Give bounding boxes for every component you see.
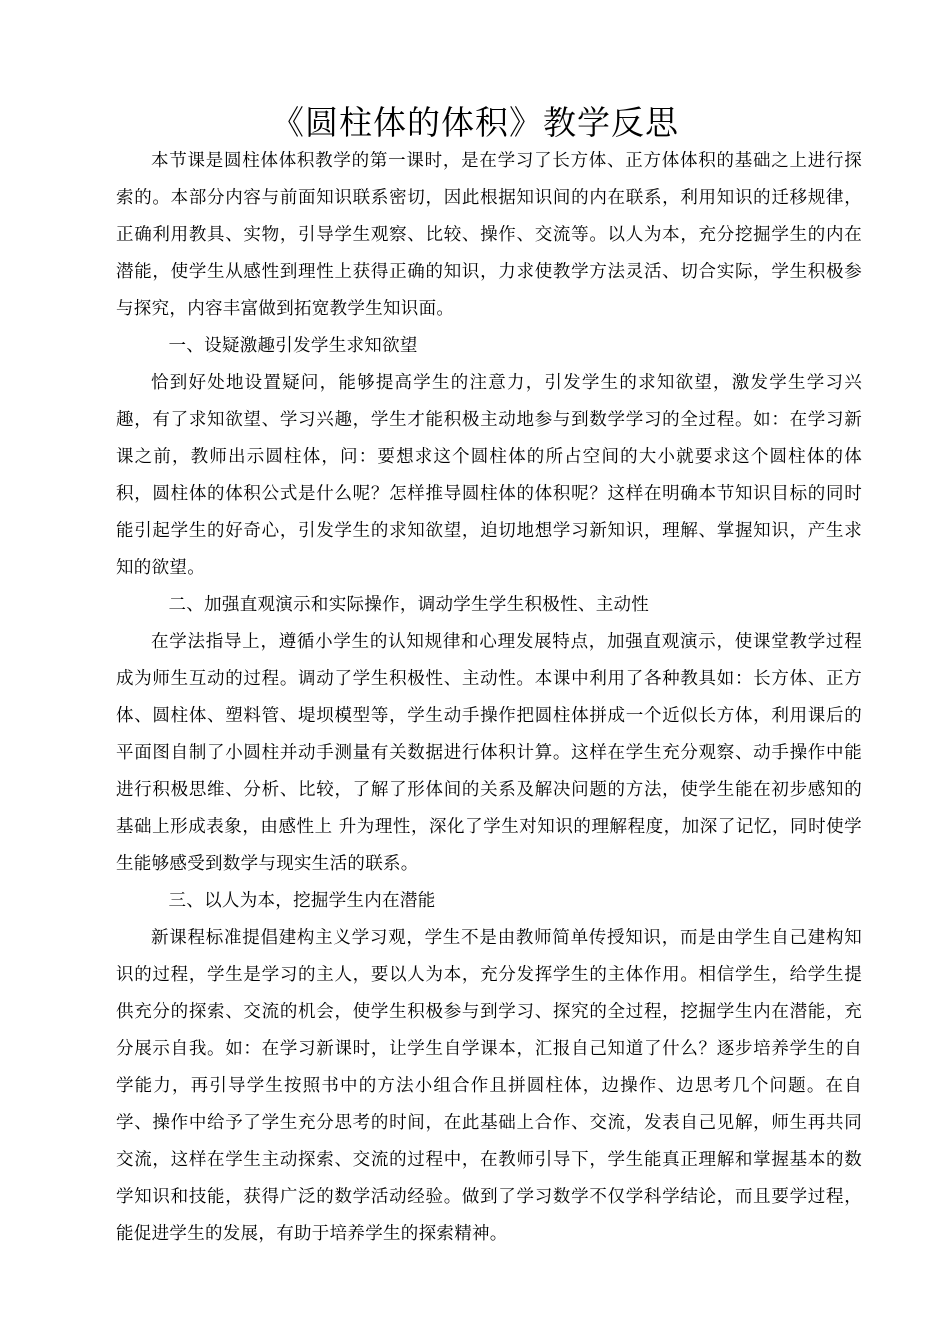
section-heading-2: 二、加强直观演示和实际操作，调动学生学生积极性、主动性 — [168, 595, 650, 615]
document-body — [116, 143, 862, 1253]
intro-paragraph: 本节课是圆柱体体积教学的第一课时，是在学习了长方体、正方体体积的基础之上进行探索的。本部分内容与前面知识联系密切，因此根据知识间的内在联系，利用知识的迁移规律，正确利用教具、实物，引导学生观察、比较、操作、交流等。以人为本，充分挖掘学生的内在潜能，使学生从感性到理性上获得正确的知识，力求使教学方法灵活、切合实际，学生积极参与探究，内容丰富做到拓宽教学生知识面。 — [116, 151, 862, 319]
section-paragraph-3: 新课程标准提倡建构主义学习观，学生不是由教师简单传授知识，而是由学生自己建构知识的过程，学生是学习的主人，要以人为本，充分发挥学生的主体作用。相信学生，给学生提供充分的探索、交流的机会，使学生积极参与到学习、探究的全过程，挖掘学生内在潜能，充分展示自我。如：在学习新课时，让学生自学课本，汇报自己知道了什么？逐步培养学生的自学能力，再引导学生按照书中的方法小组合作且拼圆柱体，边操作、边思考几个问题。在自学、操作中给予了学生充分思考的时间，在此基础上合作、交流，发表自己见解，师生再共同交流，这样在学生主动探索、交流的过程中，在教师引导下，学生能真正理解和掌握基本的数学知识和技能，获得广泛的数学活动经验。做到了学习数学不仅学科学结论，而且要学过程，能促进学生的发展，有助于培养学生的探索精神。 — [116, 928, 862, 1244]
section-heading-1: 一、设疑激趣引发学生求知欲望 — [168, 336, 418, 356]
section-paragraph-2: 在学法指导上，遵循小学生的认知规律和心理发展特点，加强直观演示，使课堂教学过程成为师生互动的过程。调动了学生积极性、主动性。本课中利用了各种教具如：长方体、正方体、圆柱体、塑料管、堤坝模型等，学生动手操作把圆柱体拼成一个近似长方体，利用课后的平面图自制了小圆柱并动手测量有关数据进行体积计算。这样在学生充分观察、动手操作中能进行积极思维、分析、比较，了解了形体间的关系及解决问题的方法，使学生能在初步感知的基础上形成表象，由感性上 升为理性，深化了学生对知识的理解程度，加深了记忆，同时使学生能够感受到数学与现实生活的联系。 — [116, 632, 862, 874]
document-title: 《圆柱体的体积》教学反思 — [271, 103, 679, 142]
section-heading-3: 三、以人为本，挖掘学生内在潜能 — [168, 891, 436, 911]
section-paragraph-1: 恰到好处地设置疑问，能够提高学生的注意力，引发学生的求知欲望，激发学生学习兴趣，有了求知欲望、学习兴趣，学生才能积极主动地参与到数学学习的全过程。如：在学习新课之前，教师出示圆柱体，问：要想求这个圆柱体的所占空间的大小就要求这个圆柱体的体积，圆柱体的体积公式是什么呢？怎样推导圆柱体的体积呢？这样在明确本节知识目标的同时能引起学生的好奇心，引发学生的求知欲望，迫切地想学习新知识，理解、掌握知识，产生求知的欲望。 — [116, 373, 862, 578]
